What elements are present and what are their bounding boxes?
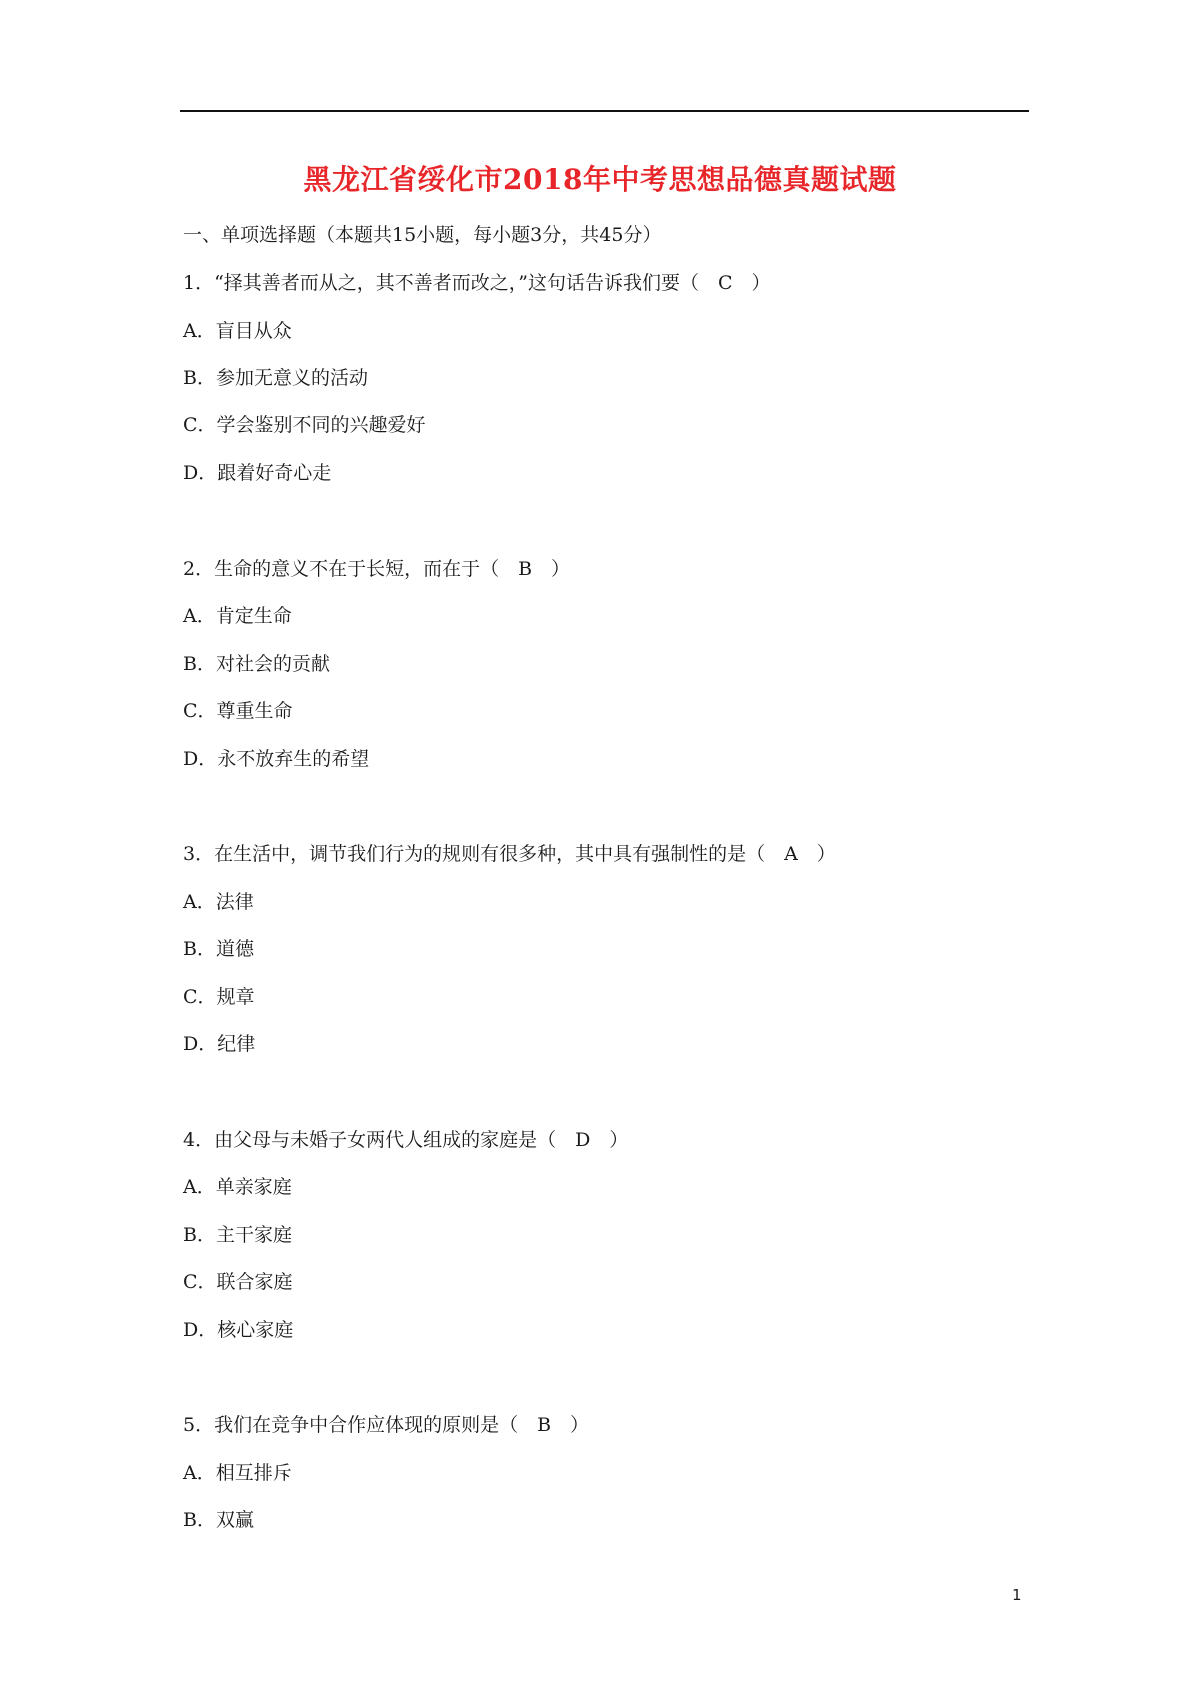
question-stem-4: 4．由父母与未婚子女两代人组成的家庭是（ D ） [183, 1129, 629, 1151]
option-3b: B．道德 [183, 938, 254, 960]
question-stem-5: 5．我们在竞争中合作应体现的原则是（ B ） [183, 1414, 590, 1436]
option-1c: C．学会鉴别不同的兴趣爱好 [183, 414, 426, 436]
option-1b: B．参加无意义的活动 [183, 367, 368, 389]
document-title: 黑龙江省绥化市2018年中考思想品德真题试题 [303, 163, 897, 196]
option-4b: B．主干家庭 [183, 1224, 292, 1246]
option-5b: B．双赢 [183, 1509, 254, 1531]
option-3a: A．法律 [183, 891, 254, 913]
option-1a: A．盲目从众 [183, 320, 292, 342]
option-4a: A．单亲家庭 [183, 1176, 292, 1198]
page-number: 1 [1012, 1586, 1022, 1604]
option-1d: D．跟着好奇心走 [183, 462, 332, 484]
option-2d: D．永不放弃生的希望 [183, 748, 370, 770]
header-rule [180, 110, 1029, 112]
option-3c: C．规章 [183, 986, 255, 1008]
option-3d: D．纪律 [183, 1033, 256, 1055]
option-4d: D．核心家庭 [183, 1319, 294, 1341]
question-stem-1: 1．“择其善者而从之，其不善者而改之，”这句话告诉我们要（ C ） [183, 272, 771, 294]
option-2b: B．对社会的贡献 [183, 653, 330, 675]
option-4c: C．联合家庭 [183, 1271, 293, 1293]
option-5a: A．相互排斥 [183, 1462, 292, 1484]
section-heading: 一、单项选择题（本题共15小题，每小题3分，共45分） [183, 224, 662, 246]
option-2c: C．尊重生命 [183, 700, 293, 722]
question-stem-2: 2．生命的意义不在于长短，而在于（ B ） [183, 558, 571, 580]
question-stem-3: 3．在生活中，调节我们行为的规则有很多种，其中具有强制性的是（ A ） [183, 843, 836, 865]
option-2a: A．肯定生命 [183, 605, 292, 627]
